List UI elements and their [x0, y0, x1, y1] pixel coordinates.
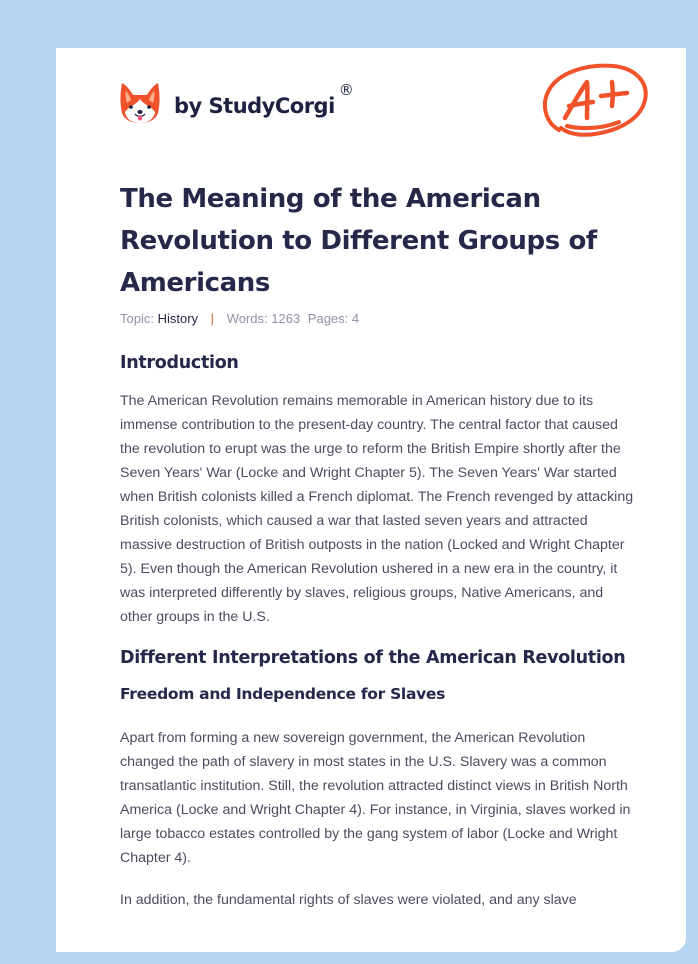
- document-card: [56, 48, 686, 952]
- studycorgi-logo[interactable]: [120, 74, 354, 130]
- words-count: 1263: [271, 311, 301, 326]
- topic-label: Topic:: [120, 311, 154, 326]
- topic-link[interactable]: History: [157, 311, 199, 326]
- document-meta: [120, 311, 359, 326]
- section-heading-different-interpretations: Different Interpretations of the American Revolution: [120, 648, 626, 668]
- header: [120, 74, 650, 144]
- meta-separator: |: [210, 311, 215, 326]
- paragraph-slavery: Apart from forming a new sovereign government, the American Revolution changed the path of slavery in most states in the U.S. Slavery was a common transatlantic institution. Still, the revolution attracted distinct views in British North America (Locke and Wright Chapter 4). For instance, in Virginia, slaves worked in large tobacco estates controlled by the gang system of labor (Locke and Wright Chapter 4).: [120, 730, 631, 866]
- subsection-heading-freedom-slaves: Freedom and Independence for Slaves: [120, 685, 446, 703]
- registered-mark: ®: [338, 81, 354, 99]
- document-title: The Meaning of the American Revolution to Different Groups of Americans: [120, 184, 597, 298]
- pages-count: 4: [351, 311, 360, 326]
- corgi-logo-icon: [120, 79, 160, 125]
- section-heading-introduction: Introduction: [120, 353, 239, 373]
- document-body: [120, 352, 635, 912]
- logo-text: by StudyCorgi: [174, 94, 335, 118]
- pages-label: Pages:: [307, 311, 349, 326]
- paragraph-introduction: The American Revolution remains memorable in American history due to its immense contribution to the present-day country. The central factor that caused the revolution to erupt was the urge to reform the British Empire shortly after the Seven Years' War (Locke and Wright Chapter 5). The Seven Years' War started when British colonists killed a French diplomat. The French revenged by attacking British colonists, which caused a war that lasted seven years and attracted massive destruction of British outposts in the nation (Locked and Wright Chapter 5). Even though the American Revolution ushered in a new era in the country, it was interpreted differently by slaves, religious groups, Native Americans, and other groups in the U.S.: [120, 393, 634, 625]
- paragraph-rights: In addition, the fundamental rights of slaves were violated, and any slave: [120, 892, 577, 908]
- a-plus-grade-icon: [539, 60, 651, 140]
- words-label: Words:: [226, 311, 268, 326]
